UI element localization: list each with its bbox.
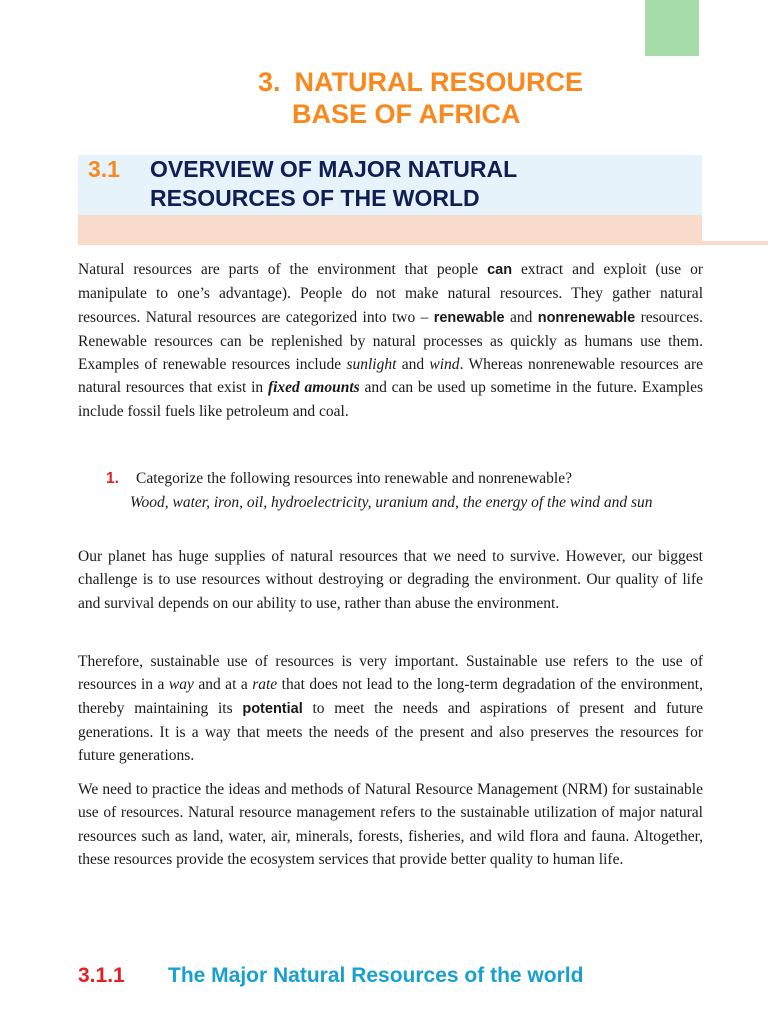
chapter-title — [258, 66, 583, 130]
section-title-line2: RESOURCES OF THE WORLD — [150, 185, 480, 211]
section-title-line1: OVERVIEW OF MAJOR NATURAL — [150, 156, 518, 182]
text-run: Therefore, sustainable use of resources is very important. Sustainable use refers to the use of resources in a — [78, 653, 703, 694]
text-run: that does not lead to the long-term degradation of the environment, thereby maintaining its — [78, 676, 703, 717]
text-run: . Whereas nonrenewable resources are natural resources that exist in — [78, 356, 703, 397]
term-renewable: renewable — [433, 309, 505, 326]
subsection-title: The Major Natural Resources of the world — [168, 964, 584, 987]
text-run: and — [504, 308, 538, 326]
question-number: 1. — [106, 470, 119, 487]
text-run: to meet the needs and aspirations of present and future generations. It is a way that meets the needs of the present and also preserves the resources for future generations. — [78, 699, 704, 765]
chapter-title-line1: NATURAL RESOURCE — [294, 67, 584, 97]
subsection-number: 3.1.1 — [78, 964, 125, 987]
emphasis-way: way — [168, 676, 194, 694]
paragraph-intro — [78, 258, 703, 423]
chapter-number: 3. — [258, 67, 281, 97]
text-run: and can be used up sometime in the future. Examples include fossil fuels like petroleum and coal. — [78, 379, 703, 420]
question-items: Wood, water, iron, oil, hydroelectricity, uranium and, the energy of the wind and sun — [130, 494, 653, 511]
page-corner-tab — [645, 0, 699, 56]
text-run: Natural resources are parts of the environment that people — [78, 261, 488, 278]
question-prompt: Categorize the following resources into renewable and nonrenewable? — [136, 470, 572, 487]
section-header-accent-line — [702, 241, 768, 245]
subsection-heading — [78, 962, 583, 990]
example-sunlight: sunlight — [346, 356, 397, 374]
term-fixed-amounts: fixed amounts — [267, 379, 360, 397]
section-number: 3.1 — [88, 156, 120, 182]
emphasis-rate: rate — [252, 676, 278, 694]
text-run: and at a — [193, 676, 253, 694]
example-wind: wind — [429, 356, 460, 374]
text-run: and — [396, 356, 430, 374]
chapter-title-line2: BASE OF AFRICA — [292, 99, 521, 129]
paragraph-nrm: We need to practice the ideas and methods of Natural Resource Management (NRM) for sustainable use of resources. Natural resource management refers to the sustainable utilization of major natural resources such as land, water, air, minerals, forests, fisheries, and wild flora and fauna. Altogether, these resources provide the ecosystem services that provide better quality to human life. — [78, 781, 703, 868]
text-run: resources. Renewable resources can be replenished by natural processes as quickly as humans use them. Examples of renewable resources include — [78, 308, 703, 374]
section-title — [88, 155, 517, 213]
section-header-accent-band — [78, 215, 702, 245]
paragraph-planet: Our planet has huge supplies of natural resources that we need to survive. However, our biggest challenge is to use resources without destroying or degrading the environment. Our quality of life and survival depends on our ability to use, rather than abuse the environment. — [78, 548, 703, 612]
term-nonrenewable: nonrenewable — [537, 309, 636, 326]
text-run: extract and exploit (use or manipulate to one’s advantage). People do not make natural resources. They gather natural resources. Natural resources are categorized into two – — [78, 261, 703, 326]
paragraph-sustainable-use — [78, 650, 703, 767]
term-potential: potential — [242, 700, 303, 717]
emphasis-can: can — [487, 262, 513, 278]
activity-question — [106, 467, 686, 515]
